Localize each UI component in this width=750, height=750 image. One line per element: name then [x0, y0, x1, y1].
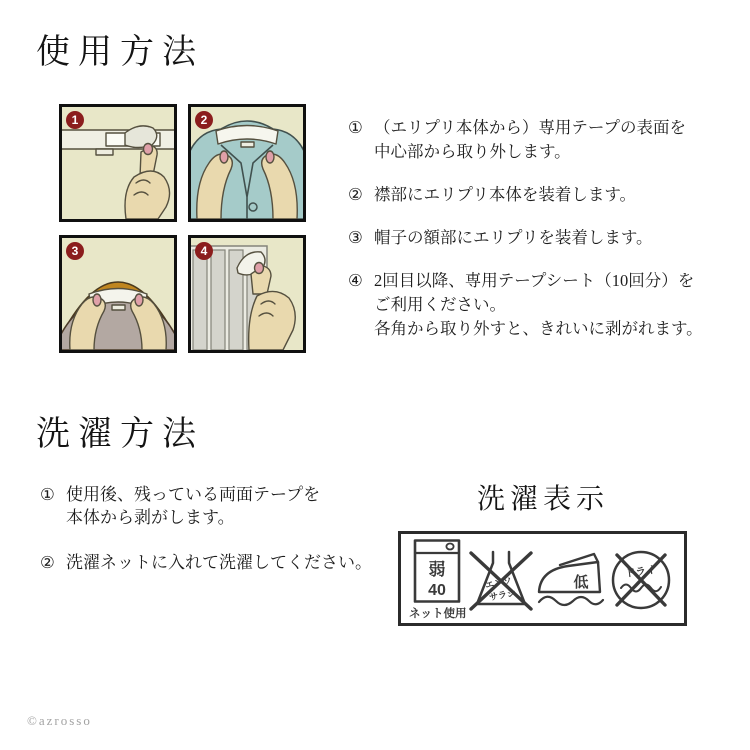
usage-step-1 [348, 116, 720, 164]
step-circled-number: ④ [348, 271, 363, 290]
copyright-text: ©azrosso [27, 713, 92, 728]
usage-step-4 [348, 269, 720, 341]
step-circled-number: ② [348, 185, 363, 204]
bleach-text-top: エンソ [483, 575, 513, 590]
care-label-title: 洗濯表示 [476, 484, 609, 515]
wash-temp-label: 40 [427, 582, 446, 599]
usage-instructions [348, 116, 720, 360]
step2-number-badge: 2 [195, 111, 213, 129]
step3-number-badge: 3 [66, 242, 84, 260]
step-text-line: 洗濯ネットに入れて洗濯してください。 [66, 553, 372, 572]
step-circled-number: ① [40, 485, 55, 504]
washing-step-1 [40, 483, 372, 529]
step-text-line: 帽子の額部にエリプリを装着します。 [374, 228, 653, 247]
step-circled-number: ① [348, 118, 363, 137]
step-text-line: 2回目以降、専用テープシート（10回分）を [374, 271, 695, 290]
step-circled-number: ② [40, 553, 55, 572]
usage-step-3 [348, 226, 720, 250]
machine-wash-icon [411, 538, 465, 604]
usage-step-2 [348, 183, 720, 207]
machine-wash-40-weak-icon [409, 538, 467, 621]
iron-low-icon [535, 549, 607, 611]
panel-step3-illustration [59, 235, 177, 353]
washing-section-title: 洗濯方法 [36, 416, 204, 453]
no-bleach-icon [468, 546, 534, 614]
panel-step1-illustration [59, 104, 177, 222]
step-text-line: 中心部から取り外します。 [374, 142, 571, 161]
washing-step-2 [40, 551, 372, 574]
step-text-line: ご利用ください。 [374, 295, 506, 314]
no-dry-clean-icon [608, 546, 674, 614]
care-symbols-box [398, 531, 687, 626]
panel-step4-illustration [188, 235, 306, 353]
use-net-caption: ネット使用 [409, 608, 467, 620]
step-text-line: 襟部にエリプリ本体を装着します。 [374, 185, 637, 204]
usage-illustration-grid [59, 104, 306, 353]
step1-number-badge: 1 [66, 111, 84, 129]
bleach-text-bottom: サラシ [487, 587, 517, 602]
step-text-line: 各角から取り外すと、きれいに剥がれます。 [374, 319, 703, 338]
usage-section-title: 使用方法 [36, 34, 204, 71]
iron-temp-label: 低 [573, 573, 589, 591]
no-chlorine-bleach-icon [468, 546, 534, 614]
dry-clean-label: ドライ [624, 563, 657, 580]
washing-instructions [40, 483, 372, 596]
no-dry-clean-icon [608, 546, 674, 614]
step-circled-number: ③ [348, 228, 363, 247]
panel-step2-illustration [188, 104, 306, 222]
step-text-line: （エリプリ本体から）専用テープの表面を [374, 118, 687, 137]
wash-strength-label: 弱 [428, 560, 446, 579]
step4-number-badge: 4 [195, 242, 213, 260]
iron-low-icon [535, 549, 607, 611]
step-text-line: 使用後、残っている両面テープを [66, 485, 321, 504]
step-text-line: 本体から剥がします。 [66, 508, 235, 527]
